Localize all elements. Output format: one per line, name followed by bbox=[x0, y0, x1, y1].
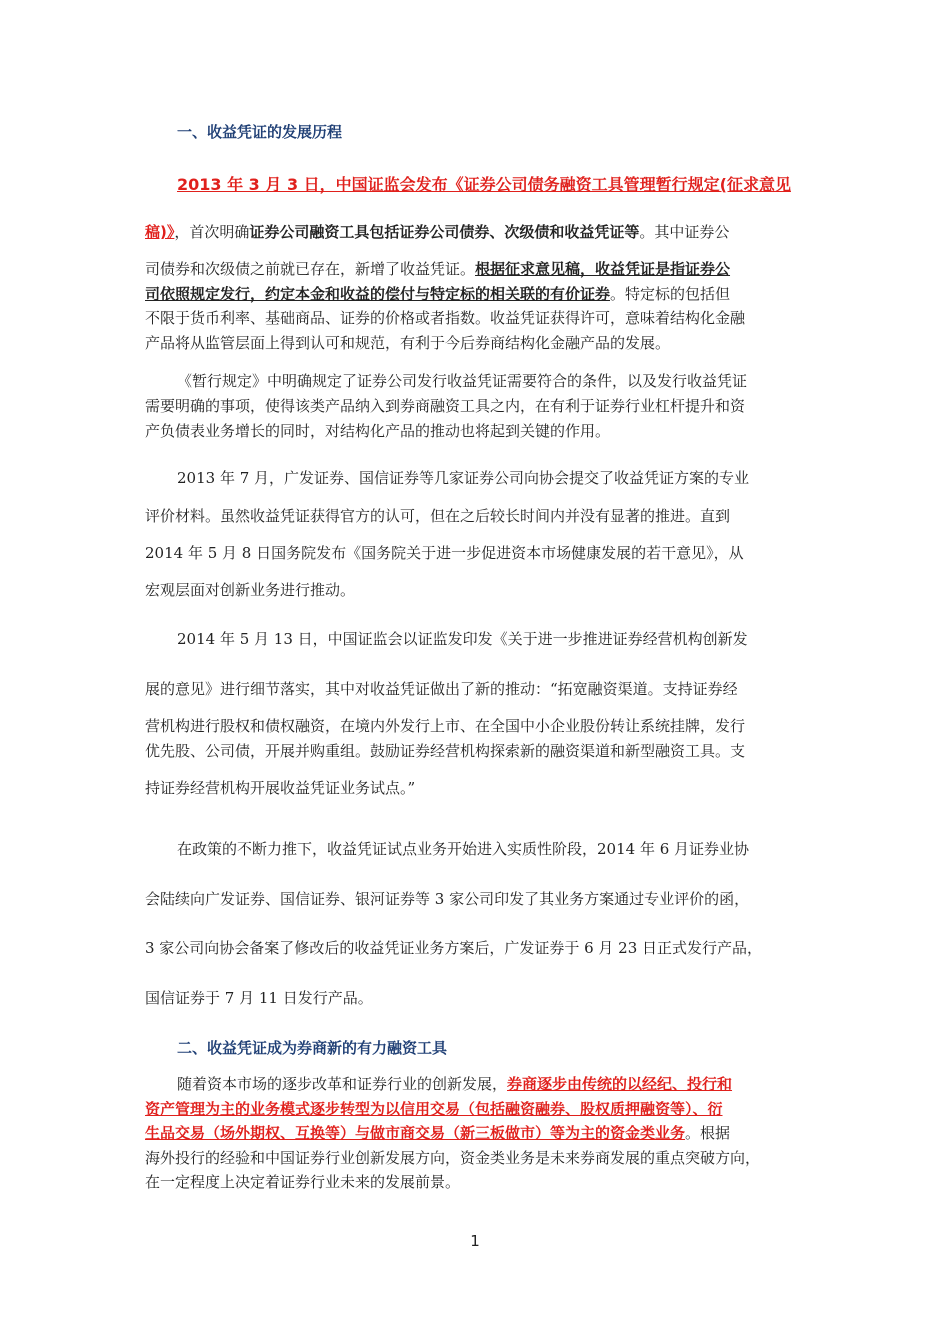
para6-highlight: 券商逐步由传统的以经纪、投行和 bbox=[507, 1075, 733, 1093]
para1-highlight-title-end: 稿)》 bbox=[145, 223, 175, 241]
para6-line1 bbox=[177, 1073, 732, 1094]
para3-line2: 评价材料。虽然收益凭证获得官方的认可，但在之后较长时间内并没有显著的推进。直到 bbox=[145, 507, 731, 525]
para5-line2: 会陆续向广发证券、国信证券、银河证券等 3 家公司印发了其业务方案通过专业评价的函， bbox=[145, 890, 750, 908]
para3-line1: 2013 年 7 月，广发证券、国信证券等几家证券公司向协会提交了收益凭证方案的专业 bbox=[177, 469, 750, 487]
para1-text: 。特定标的包括但 bbox=[610, 285, 731, 303]
para5-line1: 在政策的不断力推下，收益凭证试点业务开始进入实质性阶段，2014 年 6 月证券业协 bbox=[177, 840, 750, 858]
para2-line1: 《暂行规定》中明确规定了证券公司发行收益凭证需要符合的条件，以及发行收益凭证 bbox=[177, 372, 748, 390]
para6-highlight: 资产管理为主的业务模式逐步转型为以信用交易（包括融资融券、股权质押融资等）、衍 bbox=[145, 1100, 723, 1118]
para1-definition: 根据征求意见稿，收益凭证是指证券公 bbox=[475, 260, 731, 278]
para4-line4: 优先股、公司债，开展并购重组。鼓励证券经营机构探索新的融资渠道和新型融资工具。支 bbox=[145, 742, 746, 760]
para1-highlight-title: 2013 年 3 月 3 日，中国证监会发布《证券公司债务融资工具管理暂行规定(征求意见 bbox=[177, 175, 791, 194]
para1-line6: 产品将从监管层面上得到认可和规范，有利于今后券商结构化金融产品的发展。 bbox=[145, 334, 671, 352]
para2-line3: 产负债表业务增长的同时，对结构化产品的推动也将起到关键的作用。 bbox=[145, 422, 611, 440]
para1-line5: 不限于货币利率、基础商品、证券的价格或者指数。收益凭证获得许可，意味着结构化金融 bbox=[145, 309, 746, 327]
para5-line3: 3 家公司向协会备案了修改后的收益凭证业务方案后，广发证券于 6 月 23 日正式发行产品， bbox=[145, 939, 763, 957]
para1-text: ，首次明确 bbox=[174, 223, 250, 241]
para6-line5: 在一定程度上决定着证券行业未来的发展前景。 bbox=[145, 1173, 461, 1191]
para2-line2: 需要明确的事项，使得该类产品纳入到券商融资工具之内，在有利于证券行业杠杆提升和资 bbox=[145, 397, 746, 415]
para1-line4 bbox=[145, 283, 730, 304]
section-heading-2: 二、收益凭证成为券商新的有力融资工具 bbox=[177, 1039, 448, 1057]
para1-text: 。其中证券公 bbox=[639, 223, 730, 241]
para4-line5: 持证券经营机构开展收益凭证业务试点。” bbox=[145, 779, 416, 797]
para4-line3: 营机构进行股权和债权融资，在境内外发行上市、在全国中小企业股份转让系统挂牌，发行 bbox=[145, 717, 746, 735]
para6-line4: 海外投行的经验和中国证券行业创新发展方向，资金类业务是未来券商发展的重点突破方向， bbox=[145, 1149, 761, 1167]
para6-line2 bbox=[145, 1098, 723, 1119]
para4-line2: 展的意见》进行细节落实，其中对收益凭证做出了新的推动：“拓宽融资渠道。支持证券经 bbox=[145, 680, 738, 698]
para3-line3: 2014 年 5 月 8 日国务院发布《国务院关于进一步促进资本市场健康发展的若干意见》，从 bbox=[145, 544, 744, 562]
para3-line4: 宏观层面对创新业务进行推动。 bbox=[145, 581, 356, 599]
para1-line1 bbox=[177, 172, 791, 195]
para6-highlight-end: 生品交易（场外期权、互换等）与做市商交易（新三板做市）等为主的资金类业务 bbox=[145, 1124, 686, 1142]
para1-text: 司债券和次级债之前就已存在，新增了收益凭证。 bbox=[145, 260, 476, 278]
para5-line4: 国信证券于 7 月 11 日发行产品。 bbox=[145, 989, 373, 1007]
para6-text: 。根据 bbox=[685, 1124, 731, 1142]
para4-line1: 2014 年 5 月 13 日，中国证监会以证监发印发《关于进一步推进证券经营机构创新发 bbox=[177, 630, 748, 648]
para1-definition-end: 司依照规定发行，约定本金和收益的偿付与特定标的相关联的有价证券 bbox=[145, 285, 611, 303]
para1-line3 bbox=[145, 258, 730, 279]
section-heading-1: 一、收益凭证的发展历程 bbox=[177, 123, 343, 141]
page-number: 1 bbox=[470, 1232, 480, 1250]
para1-line2 bbox=[145, 221, 729, 242]
para6-text: 随着资本市场的逐步改革和证券行业的创新发展， bbox=[177, 1075, 508, 1093]
para1-bold-text: 证券公司融资工具包括证券公司债券、次级债和收益凭证等 bbox=[249, 223, 640, 241]
para6-line3 bbox=[145, 1122, 730, 1143]
